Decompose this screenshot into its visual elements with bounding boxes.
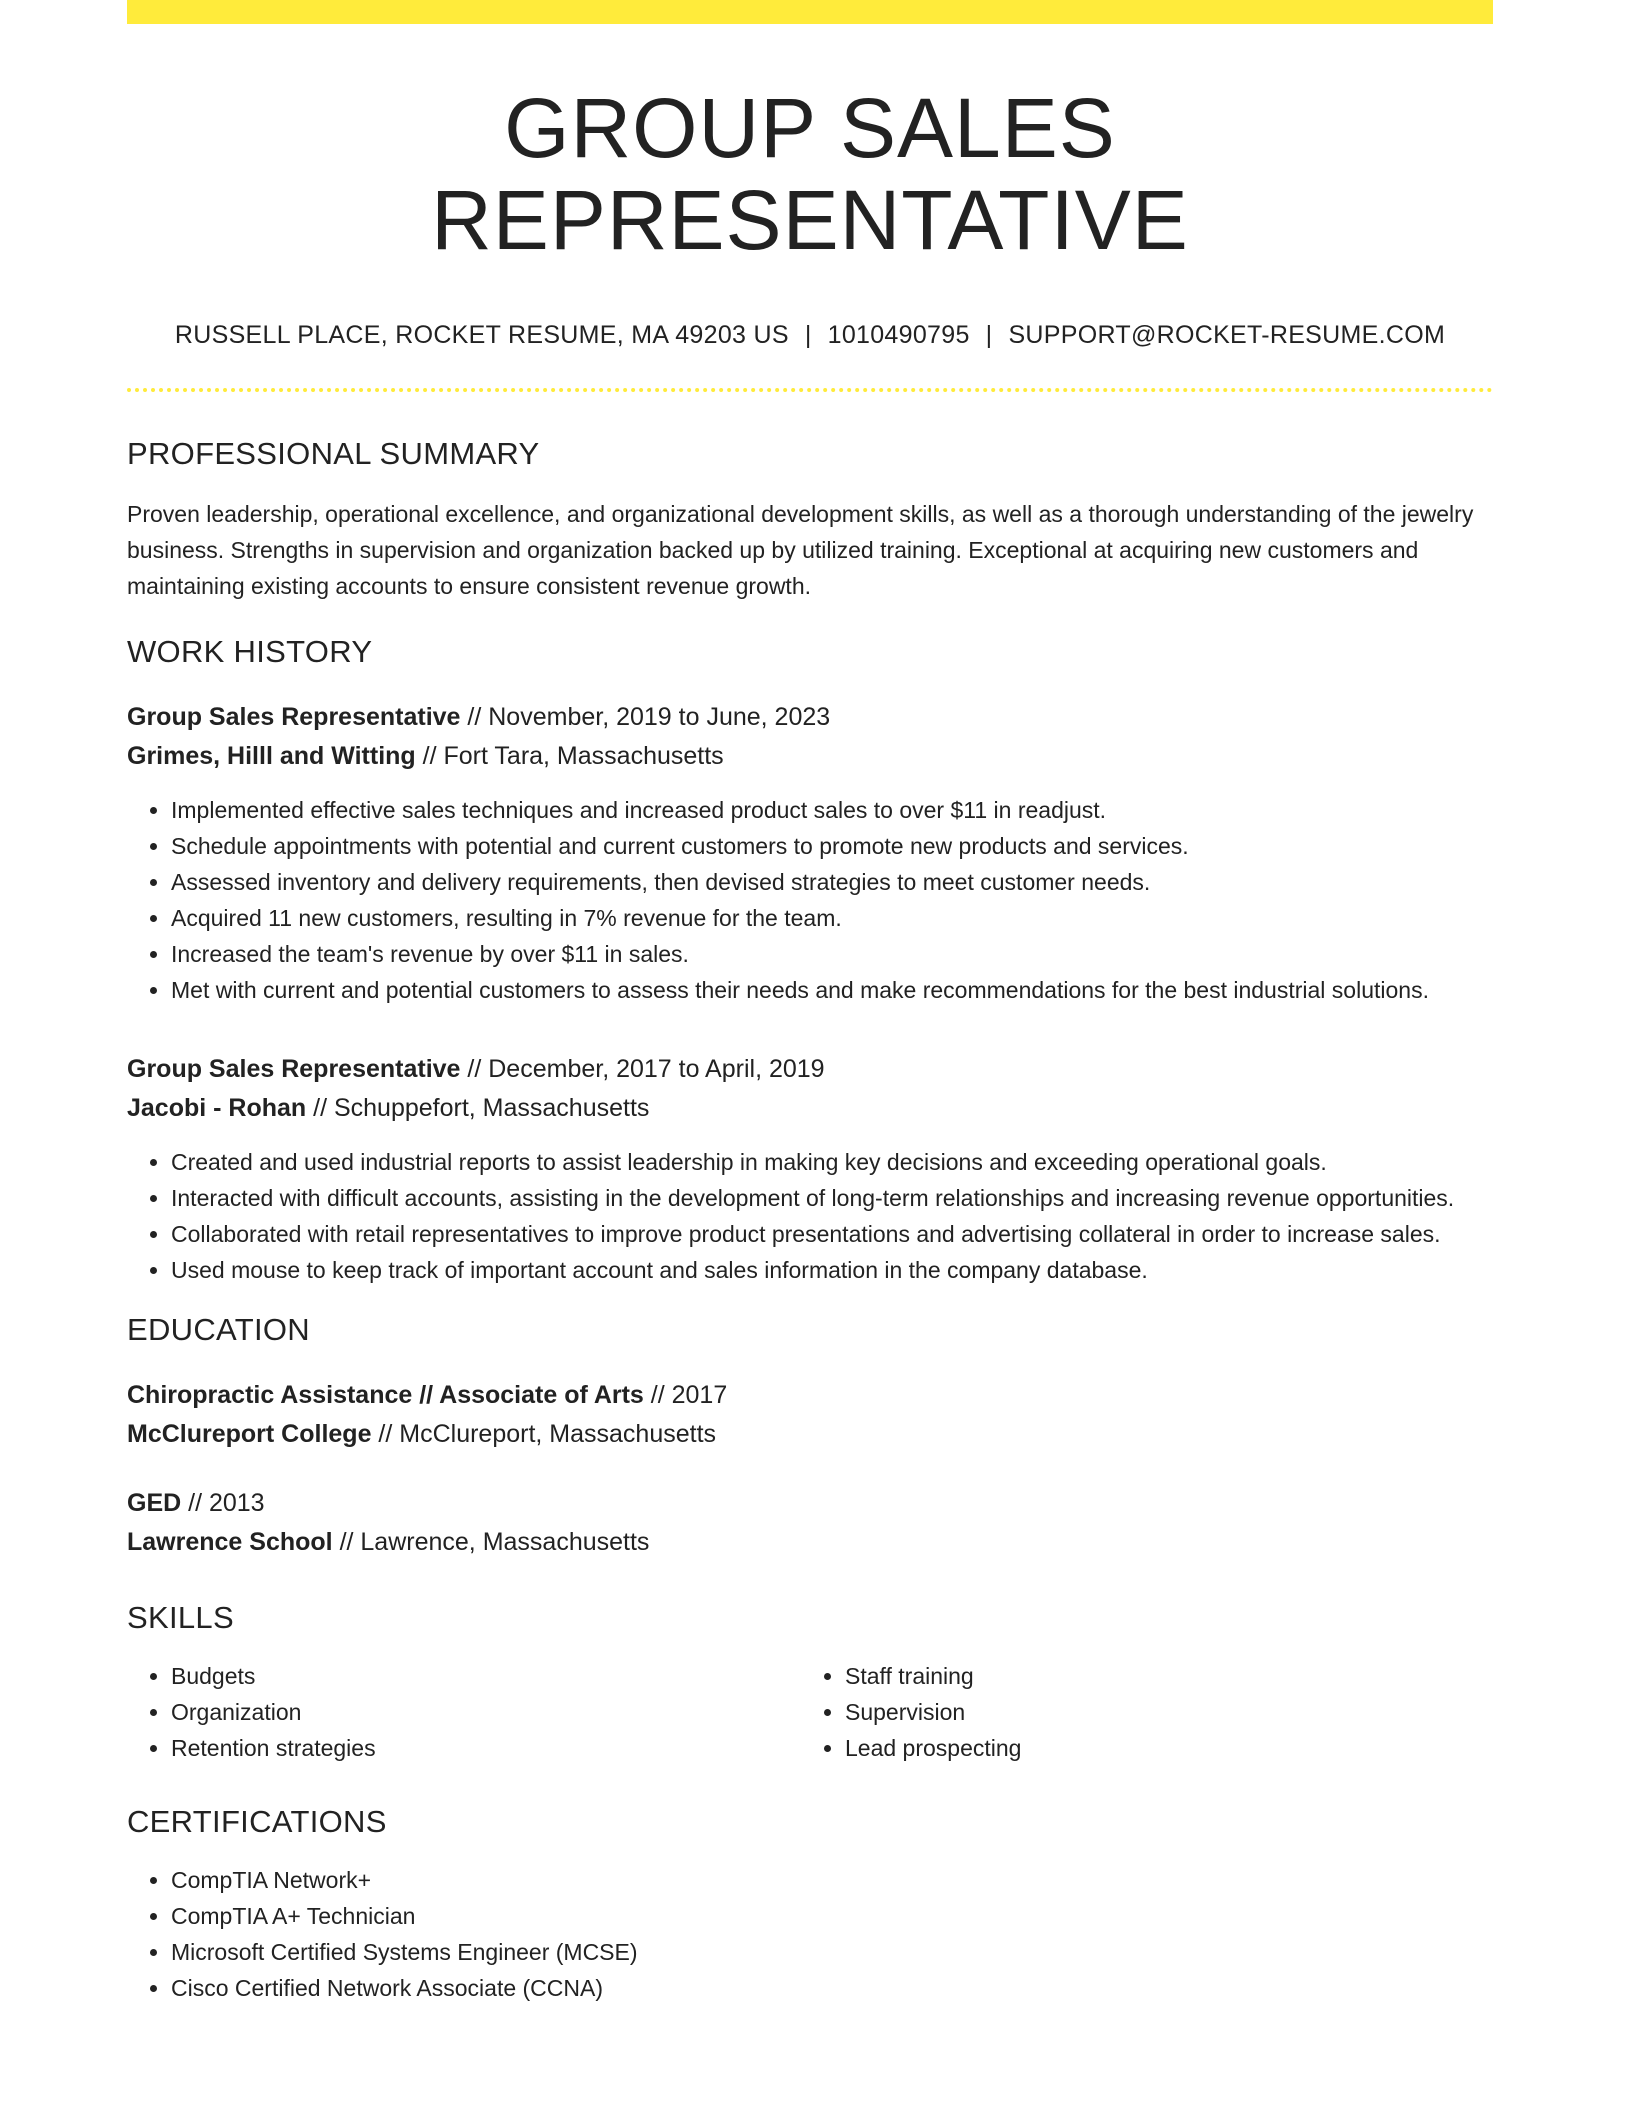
contact-separator: | <box>804 320 812 349</box>
education-year: // 2017 <box>643 1380 728 1409</box>
contact-separator: | <box>985 320 993 349</box>
skills-column-left <box>127 1658 801 1766</box>
skills-list <box>127 1658 1493 1766</box>
list-item: • Cisco Certified Network Associate (CCNA) <box>171 1970 1493 2006</box>
resume-page <box>127 0 1493 2006</box>
list-item: • Schedule appointments with potential and current customers to promote new products and services. <box>171 828 1493 864</box>
job-company-line <box>127 737 1493 776</box>
education-degree: GED <box>127 1488 182 1517</box>
list-item: • Budgets <box>171 1658 801 1694</box>
list-item: • Microsoft Certified Systems Engineer (MCSE) <box>171 1934 1493 1970</box>
certifications-list <box>127 1862 1493 2006</box>
job-company: Grimes, Hilll and Witting <box>127 741 416 770</box>
summary-text: Proven leadership, operational excellence, and organizational development skills, as well as a thorough understanding of the jewelry business. Strengths in supervision and organization backed up by utilized training. Exceptional at acquiring new customers and maintaining existing accounts to ensure consistent revenue growth. <box>127 500 1474 599</box>
education-school: Lawrence School <box>127 1527 333 1556</box>
education-location: // McClureport, Massachusetts <box>371 1419 717 1448</box>
education-degree: Chiropractic Assistance // Associate of Arts <box>127 1380 644 1409</box>
list-item: • Supervision <box>845 1694 1475 1730</box>
list-item: • Increased the team's revenue by over $11 in sales. <box>171 936 1493 972</box>
job-title-line <box>127 698 1493 737</box>
job-entry <box>127 1050 1493 1288</box>
education-degree-line <box>127 1376 1493 1415</box>
list-item: • Implemented effective sales techniques and increased product sales to over $11 in readjust. <box>171 792 1493 828</box>
dotted-divider <box>127 388 1493 392</box>
education-school: McClureport College <box>127 1419 372 1448</box>
list-item: • Lead prospecting <box>845 1730 1475 1766</box>
job-title-line <box>127 1050 1493 1089</box>
contact-line <box>127 321 1493 350</box>
work-history-heading: WORK HISTORY <box>127 633 373 669</box>
education-location: // Lawrence, Massachusetts <box>332 1527 650 1556</box>
job-dates: // December, 2017 to April, 2019 <box>460 1054 825 1083</box>
education-degree-line <box>127 1484 1493 1523</box>
education-school-line <box>127 1523 1493 1562</box>
list-item: • Assessed inventory and delivery requirements, then devised strategies to meet customer needs. <box>171 864 1493 900</box>
education-school-line <box>127 1415 1493 1454</box>
contact-phone: 1010490795 <box>827 320 970 349</box>
list-item: • Acquired 11 new customers, resulting in 7% revenue for the team. <box>171 900 1493 936</box>
job-bullets <box>127 1144 1493 1288</box>
education-entry <box>127 1376 1493 1454</box>
list-item: • Met with current and potential customers to assess their needs and make recommendations for the best industrial solutions. <box>171 972 1493 1008</box>
job-company-line <box>127 1089 1493 1128</box>
summary-heading: PROFESSIONAL SUMMARY <box>127 435 540 471</box>
list-item: • CompTIA A+ Technician <box>171 1898 1493 1934</box>
job-bullets <box>127 792 1493 1008</box>
list-item: • Interacted with difficult accounts, assisting in the development of long-term relationships and increasing revenue opportunities. <box>171 1180 1493 1216</box>
education-heading: EDUCATION <box>127 1311 310 1347</box>
list-item: • Collaborated with retail representatives to improve product presentations and advertising collateral in order to increase sales. <box>171 1216 1493 1252</box>
list-item: • Staff training <box>845 1658 1475 1694</box>
contact-address: RUSSELL PLACE, ROCKET RESUME, MA 49203 US <box>174 320 789 349</box>
list-item: • Organization <box>171 1694 801 1730</box>
job-dates: // November, 2019 to June, 2023 <box>460 702 831 731</box>
certifications-heading: CERTIFICATIONS <box>127 1803 387 1839</box>
job-role: Group Sales Representative <box>127 1054 461 1083</box>
skills-column-right <box>801 1658 1475 1766</box>
education-year: // 2013 <box>181 1488 265 1517</box>
job-entry <box>127 698 1493 1008</box>
list-item: • Created and used industrial reports to assist leadership in making key decisions and exceeding operational goals. <box>171 1144 1493 1180</box>
contact-email: SUPPORT@ROCKET-RESUME.COM <box>1008 320 1446 349</box>
resume-name: GROUP SALES REPRESENTATIVE <box>431 81 1189 268</box>
list-item: • Retention strategies <box>171 1730 801 1766</box>
job-company: Jacobi - Rohan <box>127 1093 307 1122</box>
list-item: • Used mouse to keep track of important account and sales information in the company database. <box>171 1252 1493 1288</box>
skills-heading: SKILLS <box>127 1599 234 1635</box>
accent-bar <box>127 0 1493 24</box>
education-entry <box>127 1484 1493 1562</box>
job-location: // Schuppefort, Massachusetts <box>306 1093 650 1122</box>
job-location: // Fort Tara, Massachusetts <box>415 741 724 770</box>
list-item: • CompTIA Network+ <box>171 1862 1493 1898</box>
job-role: Group Sales Representative <box>127 702 461 731</box>
